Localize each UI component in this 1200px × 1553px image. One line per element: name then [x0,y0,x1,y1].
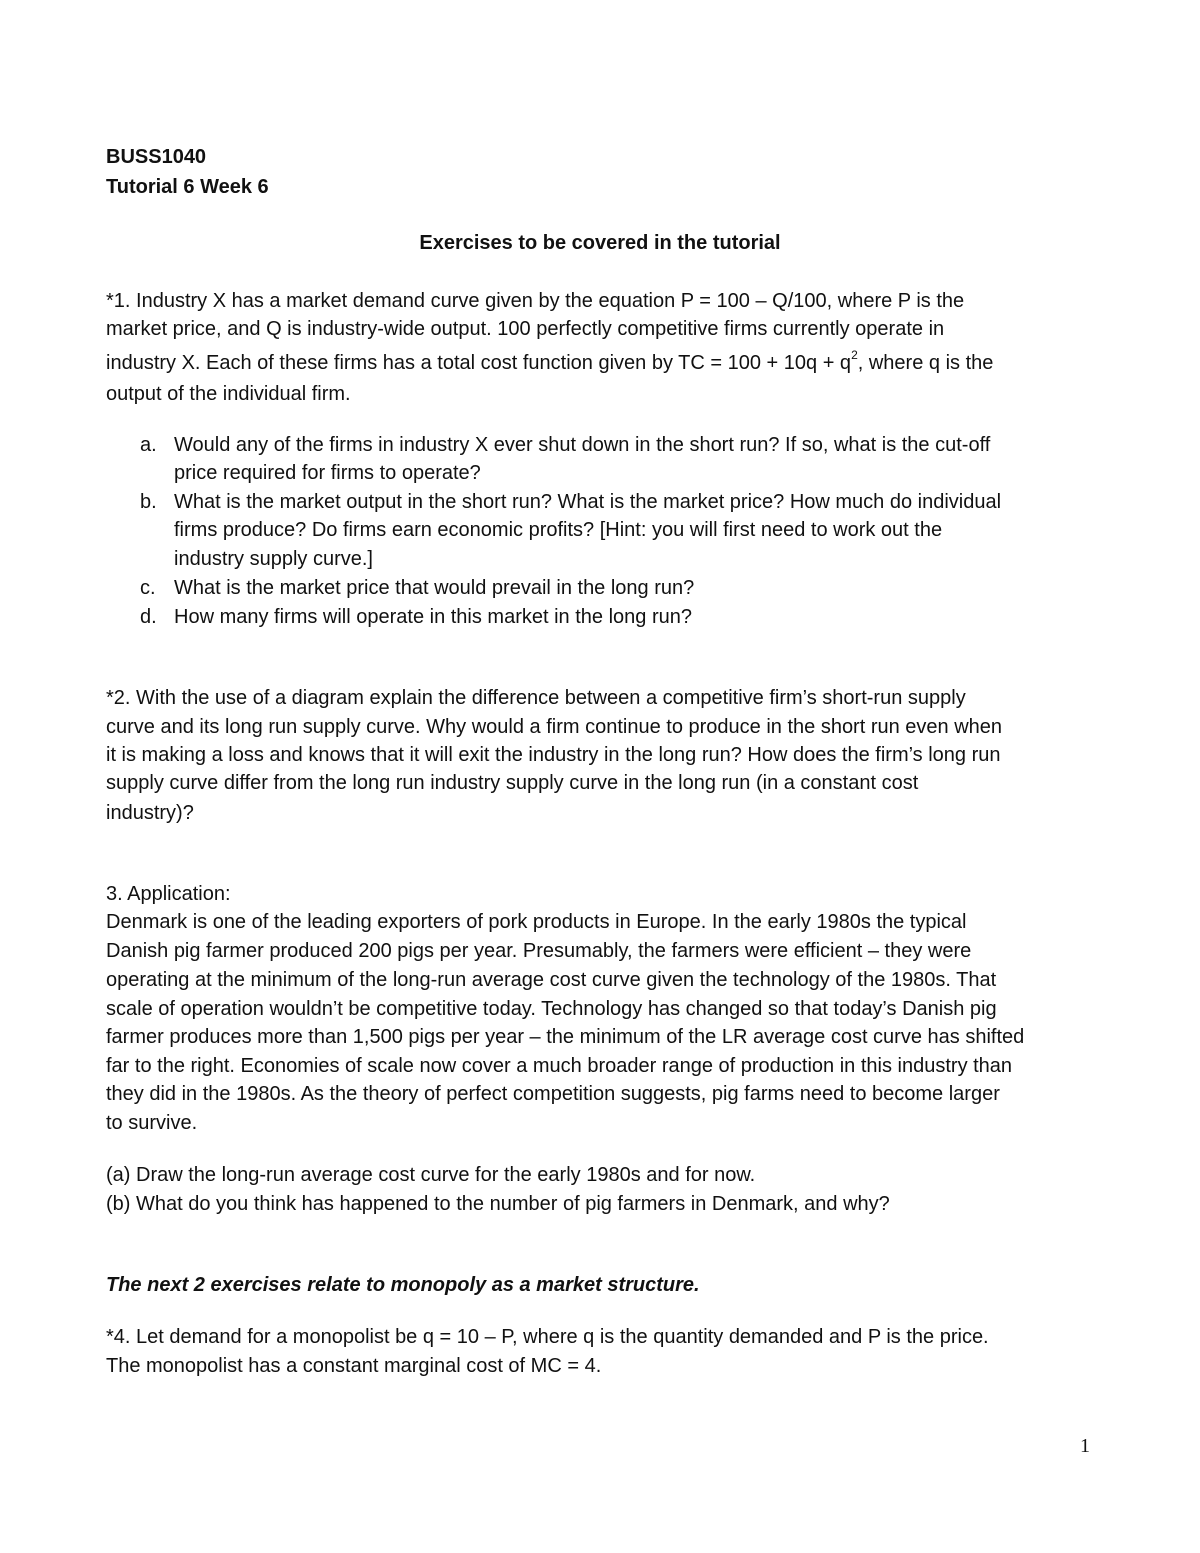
q3-line: Danish pig farmer produced 200 pigs per year. Presumably, the farmers were efficient – they were [106,940,972,962]
q4-line: The monopolist has a constant marginal cost of MC = 4. [106,1355,602,1377]
list-item-text: What is the market output in the short run? What is the market price? How much do individual [174,491,1002,513]
list-letter: a. [140,434,157,456]
q1-line [106,349,993,377]
q2-line: supply curve differ from the long run industry supply curve in the long run (in a constant cost [106,772,919,794]
q3-heading: 3. Application: [106,883,231,905]
page-number: 1 [1080,1435,1090,1457]
list-letter: c. [140,577,156,599]
q1-line: market price, and Q is industry-wide output. 100 perfectly competitive firms currently operate in [106,318,945,340]
q1-line3-text: industry X. Each of these firms has a total cost function given by TC = 100 + 10q + q [106,352,852,374]
list-item-text: How many firms will operate in this market in the long run? [174,606,692,628]
q1-line3-end: , where q is the [857,352,994,374]
q3-line: Denmark is one of the leading exporters of pork products in Europe. In the early 1980s the typical [106,911,967,933]
q1-line: output of the individual firm. [106,383,351,405]
q2-line: it is making a loss and knows that it will exit the industry in the long run? How does the firm’s long run [106,744,1001,766]
q3-line: they did in the 1980s. As the theory of perfect competition suggests, pig farms need to become larger [106,1083,1000,1105]
q3-line: operating at the minimum of the long-run average cost curve given the technology of the 1980s. That [106,969,997,991]
list-letter: d. [140,606,157,628]
q1-line: *1. Industry X has a market demand curve given by the equation P = 100 – Q/100, where P is the [106,290,965,312]
q2-line: curve and its long run supply curve. Why would a firm continue to produce in the short run even when [106,716,1003,738]
list-item-text: industry supply curve.] [174,548,373,570]
section-title: Exercises to be covered in the tutorial [419,232,781,254]
q3-line: scale of operation wouldn’t be competitive today. Technology has changed so that today’s Danish pig [106,998,997,1020]
monopoly-note: The next 2 exercises relate to monopoly as a market structure. [106,1274,700,1296]
q2-line: *2. With the use of a diagram explain the difference between a competitive firm’s short-run supply [106,687,966,709]
q2-line: industry)? [106,802,194,824]
q3-part: (a) Draw the long-run average cost curve for the early 1980s and for now. [106,1164,756,1186]
tutorial-heading: Tutorial 6 Week 6 [106,176,269,198]
q3-line: far to the right. Economies of scale now cover a much broader range of production in this industry than [106,1055,1013,1077]
q3-part: (b) What do you think has happened to the number of pig farmers in Denmark, and why? [106,1193,890,1215]
list-item-text: firms produce? Do firms earn economic profits? [Hint: you will first need to work out the [174,519,943,541]
superscript: 2 [851,348,858,362]
q3-line: farmer produces more than 1,500 pigs per year – the minimum of the LR average cost curve has shifted [106,1026,1025,1048]
q4-line: *4. Let demand for a monopolist be q = 10 – P, where q is the quantity demanded and P is the price. [106,1326,989,1348]
list-item-text: price required for firms to operate? [174,462,481,484]
list-item-text: Would any of the firms in industry X ever shut down in the short run? If so, what is the cut-off [174,434,991,456]
list-letter: b. [140,491,157,513]
q3-line: to survive. [106,1112,198,1134]
list-item-text: What is the market price that would prevail in the long run? [174,577,695,599]
course-code: BUSS1040 [106,146,207,168]
